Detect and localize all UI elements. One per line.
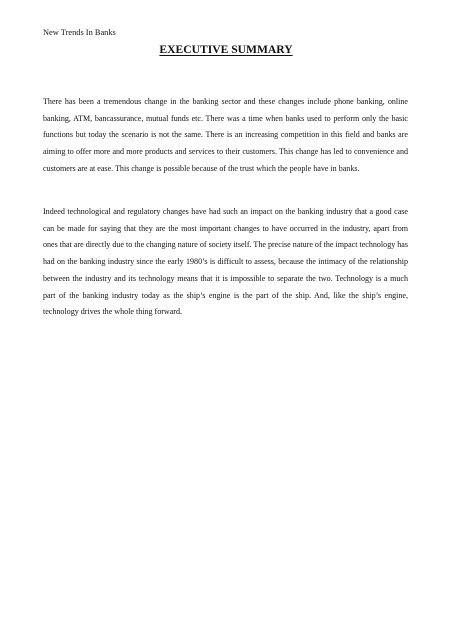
paragraph-1: There has been a tremendous change in the banking sector and these changes include phone banking, online banking, ATM, bancassurance, mutual funds etc. There was a time when banks used to perform only the basic functions but today the scenario is not the same. There is an increasing competition in this field and banks are aiming to offer more and more products and services to their customers. This change has led to convenience and customers are at ease. This change is possible because of the trust which the people have in banks. — [43, 97, 408, 173]
paragraph-2: Indeed technological and regulatory changes have had such an impact on the banking industry that a good case can be made for saying that they are the most important changes to have occurred in the industry, apart from ones that are directly due to the changing nature of society itself. The precise nature of the impact technology has had on the banking industry since the early 1980’s is difficult to assess, because the intimacy of the relationship between the industry and its technology means that it is impossible to separate the two. Technology is a much part of the banking industry today as the ship’s engine is the part of the ship. And, like the ship’s engine, technology drives the whole thing forward. — [43, 207, 408, 317]
page-title: EXECUTIVE SUMMARY — [159, 43, 293, 56]
running-header: New Trends In Banks — [43, 28, 116, 37]
